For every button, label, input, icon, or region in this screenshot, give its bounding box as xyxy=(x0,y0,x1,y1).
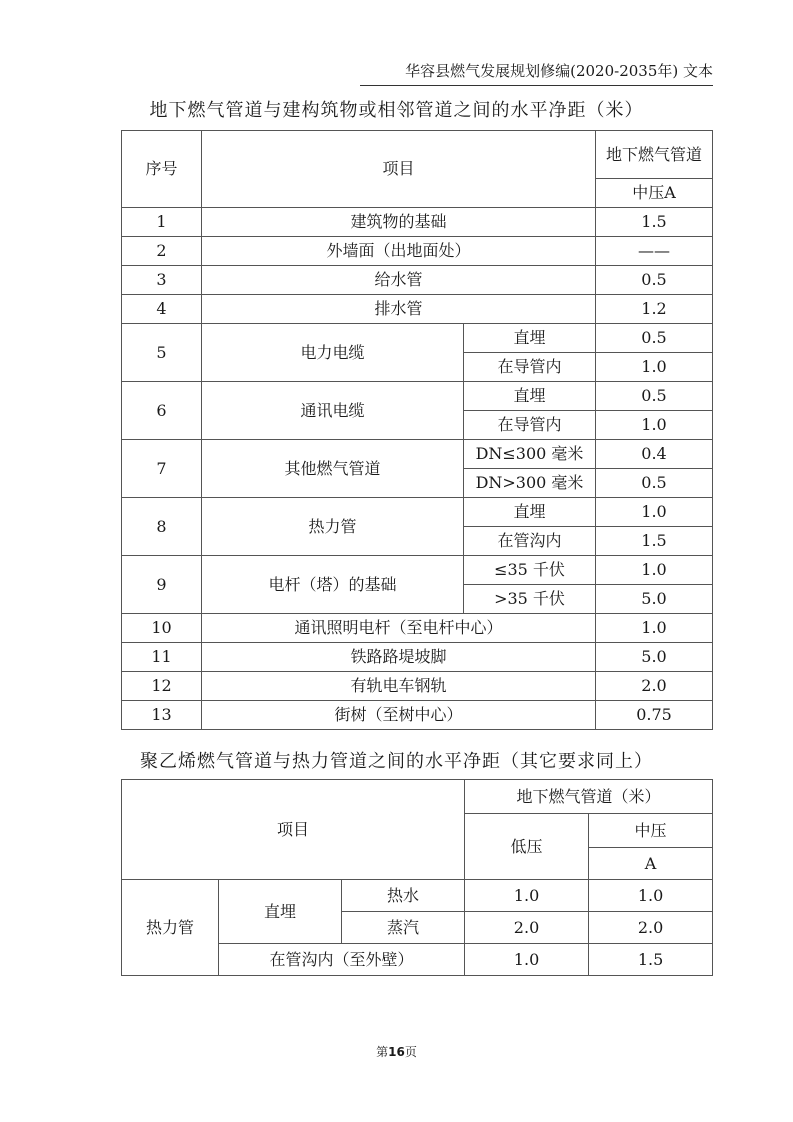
table-row xyxy=(122,643,713,672)
table-row xyxy=(122,237,713,266)
row-number: 11 xyxy=(122,643,202,672)
row-subitem: 在管沟内 xyxy=(464,527,596,556)
row-value: 0.5 xyxy=(596,382,713,411)
t2-group-label: 热力管 xyxy=(122,880,219,976)
col-header-no: 序号 xyxy=(122,131,202,208)
row-value: 0.5 xyxy=(596,469,713,498)
t2-trench-low: 1.0 xyxy=(465,944,589,976)
table2-caption: 聚乙烯燃气管道与热力管道之间的水平净距（其它要求同上） xyxy=(140,751,653,772)
row-value: 0.5 xyxy=(596,324,713,353)
row-value: —— xyxy=(596,237,713,266)
row-value: 5.0 xyxy=(596,585,713,614)
col-header-pipe: 地下燃气管道 xyxy=(596,131,713,179)
table-row xyxy=(122,701,713,730)
table-row xyxy=(122,556,713,585)
row-subitem: 直埋 xyxy=(464,324,596,353)
t2-header-pipe: 地下燃气管道（米） xyxy=(465,780,713,814)
row-subitem: 直埋 xyxy=(464,382,596,411)
row-item: 电力电缆 xyxy=(202,324,464,382)
col-header-pressure: 中压A xyxy=(596,179,713,208)
row-item: 通讯电缆 xyxy=(202,382,464,440)
table1-caption: 地下燃气管道与建构筑物或相邻管道之间的水平净距（米） xyxy=(149,100,644,121)
page-num: 16 xyxy=(388,1045,405,1059)
row-value: 1.2 xyxy=(596,295,713,324)
row-value: 0.4 xyxy=(596,440,713,469)
t2-header-low: 低压 xyxy=(465,814,589,880)
row-number: 6 xyxy=(122,382,202,440)
row-subitem: >35 千伏 xyxy=(464,585,596,614)
running-header: 华容县燃气发展规划修编(2020-2035年) 文本 xyxy=(360,60,713,86)
table-row xyxy=(122,498,713,527)
table-row xyxy=(122,672,713,701)
row-item: 铁路路堤坡脚 xyxy=(202,643,596,672)
row-value: 1.5 xyxy=(596,527,713,556)
row-item: 建筑物的基础 xyxy=(202,208,596,237)
row-value: 0.5 xyxy=(596,266,713,295)
row-subitem: 直埋 xyxy=(464,498,596,527)
row-number: 2 xyxy=(122,237,202,266)
page-prefix: 第 xyxy=(376,1045,389,1059)
table-row xyxy=(122,440,713,469)
row-item: 外墙面（出地面处） xyxy=(202,237,596,266)
row-value: 1.0 xyxy=(596,411,713,440)
row-subitem: DN≤300 毫米 xyxy=(464,440,596,469)
row-value: 1.0 xyxy=(596,556,713,585)
table-row xyxy=(122,614,713,643)
t2-header-mid-sub: A xyxy=(589,848,713,880)
row-value: 1.5 xyxy=(596,208,713,237)
row-value: 1.0 xyxy=(596,614,713,643)
t2-row-mid: 1.0 xyxy=(589,880,713,912)
row-item: 其他燃气管道 xyxy=(202,440,464,498)
table-row xyxy=(122,295,713,324)
page-number xyxy=(0,1043,793,1060)
t2-row-mid: 2.0 xyxy=(589,912,713,944)
table-row xyxy=(122,208,713,237)
row-number: 7 xyxy=(122,440,202,498)
row-item: 给水管 xyxy=(202,266,596,295)
col-header-item: 项目 xyxy=(202,131,596,208)
table-row xyxy=(122,382,713,411)
row-number: 3 xyxy=(122,266,202,295)
row-item: 有轨电车钢轨 xyxy=(202,672,596,701)
clearance-table xyxy=(121,130,713,730)
row-number: 8 xyxy=(122,498,202,556)
row-subitem: ≤35 千伏 xyxy=(464,556,596,585)
row-subitem: DN>300 毫米 xyxy=(464,469,596,498)
table-row xyxy=(122,266,713,295)
row-item: 电杆（塔）的基础 xyxy=(202,556,464,614)
row-subitem: 在导管内 xyxy=(464,353,596,382)
t2-trench-mid: 1.5 xyxy=(589,944,713,976)
t2-row-label: 热水 xyxy=(342,880,465,912)
row-number: 10 xyxy=(122,614,202,643)
row-value: 5.0 xyxy=(596,643,713,672)
row-number: 4 xyxy=(122,295,202,324)
row-item: 街树（至树中心） xyxy=(202,701,596,730)
row-value: 1.0 xyxy=(596,498,713,527)
row-item: 排水管 xyxy=(202,295,596,324)
row-value: 0.75 xyxy=(596,701,713,730)
t2-trench-label: 在管沟内（至外壁） xyxy=(219,944,465,976)
t2-header-item: 项目 xyxy=(122,780,465,880)
t2-header-mid: 中压 xyxy=(589,814,713,848)
row-number: 9 xyxy=(122,556,202,614)
page-suffix: 页 xyxy=(404,1045,417,1059)
row-subitem: 在导管内 xyxy=(464,411,596,440)
t2-row-low: 2.0 xyxy=(465,912,589,944)
table-row xyxy=(122,324,713,353)
row-number: 13 xyxy=(122,701,202,730)
row-item: 热力管 xyxy=(202,498,464,556)
row-value: 1.0 xyxy=(596,353,713,382)
row-number: 1 xyxy=(122,208,202,237)
row-value: 2.0 xyxy=(596,672,713,701)
t2-row-label: 蒸汽 xyxy=(342,912,465,944)
t2-row-low: 1.0 xyxy=(465,880,589,912)
t2-buried-label: 直埋 xyxy=(219,880,342,944)
row-number: 12 xyxy=(122,672,202,701)
row-number: 5 xyxy=(122,324,202,382)
pe-pipe-table xyxy=(121,779,713,976)
row-item: 通讯照明电杆（至电杆中心） xyxy=(202,614,596,643)
